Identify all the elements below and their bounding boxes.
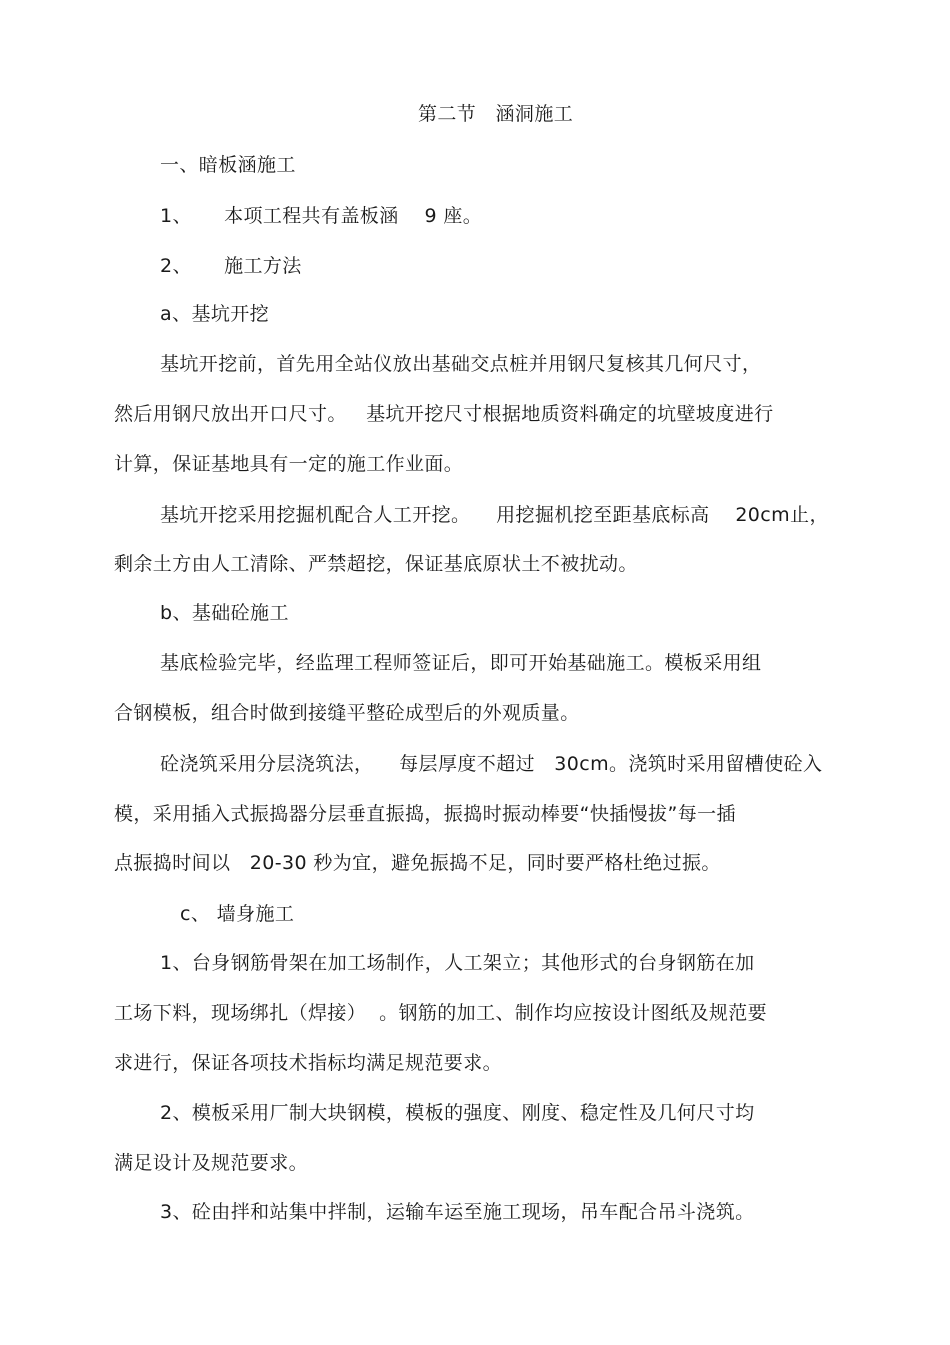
subheading-a: a、基坑开挖 [160,303,270,325]
subheading-b: b、基础砼施工 [160,602,289,624]
paragraph-line: 合钢模板，组合时做到接缝平整砼成型后的外观质量。 [114,702,580,724]
paragraph-line: 求进行，保证各项技术指标均满足规范要求。 [114,1052,503,1074]
paragraph-line: 剩余土方由人工清除、严禁超挖，保证基底原状土不被扰动。 [114,553,638,575]
paragraph-line: 1、台身钢筋骨架在加工场制作，人工架立；其他形式的台身钢筋在加 [160,952,755,974]
list-item-2: 2、 施工方法 [160,255,302,277]
section-title: 第二节 涵洞施工 [418,103,574,125]
paragraph-line: 基底检验完毕，经监理工程师签证后，即可开始基础施工。模板采用组 [160,652,762,674]
paragraph-line: 2、模板采用厂制大块钢模，模板的强度、刚度、稳定性及几何尺寸均 [160,1102,755,1124]
paragraph-line: 基坑开挖前，首先用全站仪放出基础交点桩并用钢尺复核其几何尺寸， [160,353,762,375]
paragraph-line: 模，采用插入式振捣器分层垂直振捣，振捣时振动棒要“快插慢拔”每一插 [114,803,736,825]
paragraph-line: 基坑开挖采用挖掘机配合人工开挖。 用挖掘机挖至距基底标高 20cm止， [160,504,829,526]
paragraph-line: 计算，保证基地具有一定的施工作业面。 [114,453,464,475]
list-item-1: 1、 本项工程共有盖板涵 9 座。 [160,205,483,227]
paragraph-line: 点振捣时间以 20-30 秒为宜，避免振捣不足，同时要严格杜绝过振。 [114,852,721,874]
heading-culvert-construction: 一、暗板涵施工 [160,154,296,176]
subheading-c: c、 墙身施工 [180,903,295,925]
paragraph-line: 砼浇筑采用分层浇筑法， 每层厚度不超过 30cm。浇筑时采用留槽使砼入 [160,753,823,775]
paragraph-line: 然后用钢尺放出开口尺寸。 基坑开挖尺寸根据地质资料确定的坑壁坡度进行 [114,403,774,425]
paragraph-line: 3、砼由拌和站集中拌制，运输车运至施工现场，吊车配合吊斗浇筑。 [160,1201,755,1223]
paragraph-line: 满足设计及规范要求。 [114,1152,309,1174]
paragraph-line: 工场下料，现场绑扎（焊接） 。钢筋的加工、制作均应按设计图纸及规范要 [114,1002,768,1024]
